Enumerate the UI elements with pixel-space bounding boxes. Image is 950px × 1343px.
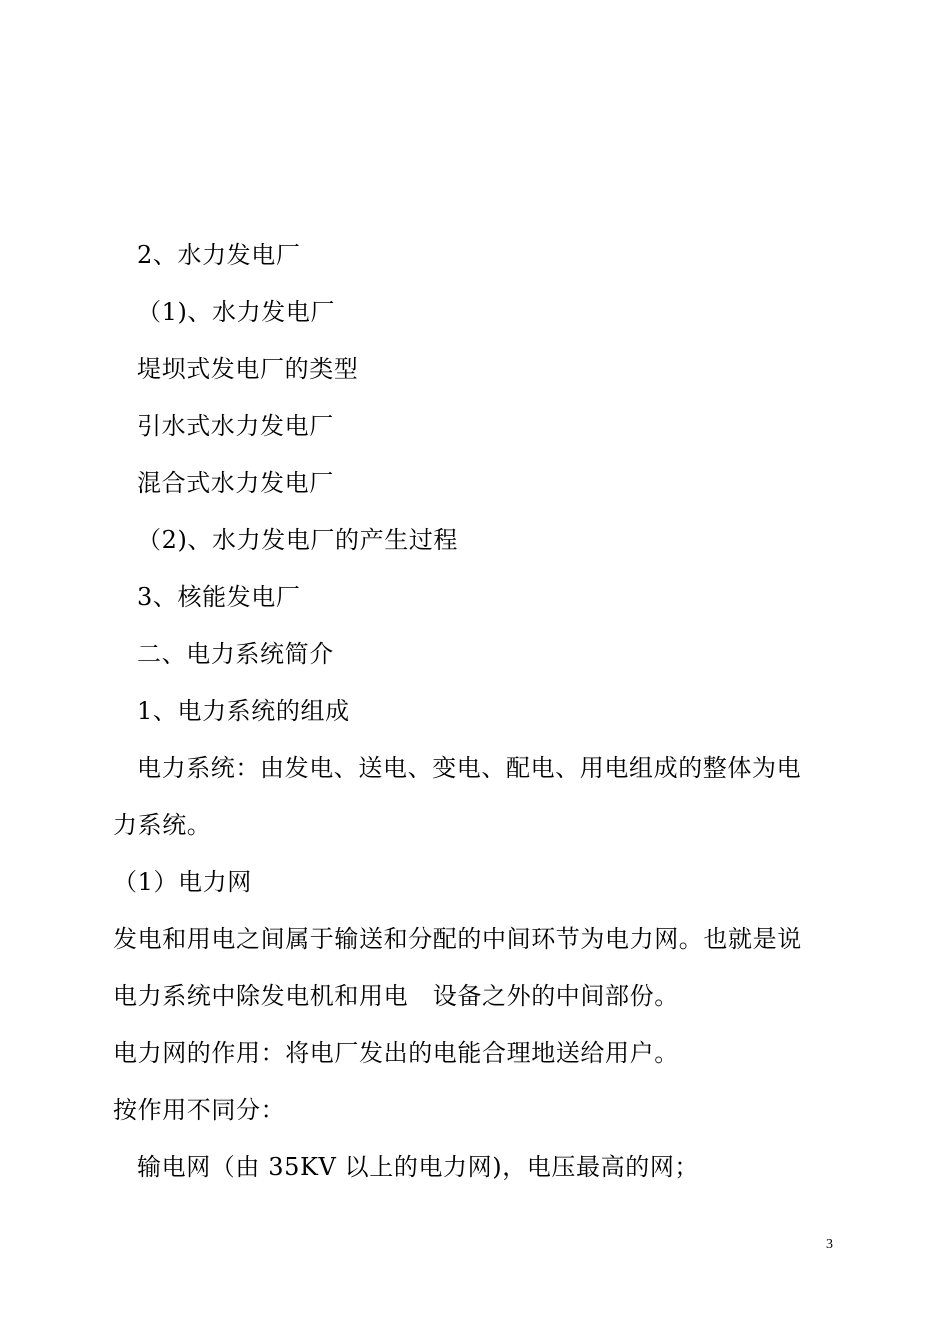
text-diversion-type-plant: 引水式水力发电厂: [137, 412, 334, 440]
text-mixed-type-plant: 混合式水力发电厂: [137, 469, 334, 497]
text-classification-by-role: 按作用不同分：: [113, 1096, 286, 1124]
paragraph-power-system-definition-cont: 力系统。: [113, 811, 212, 839]
paragraph-power-system-definition: 电力系统：由发电、送电、变电、配电、用电组成的整体为电: [137, 754, 802, 782]
paragraph-power-network-definition: 发电和用电之间属于输送和分配的中间环节为电力网。也就是说: [113, 925, 802, 953]
subheading-power-network: （1）电力网: [113, 868, 252, 896]
page-number: 3: [826, 1237, 833, 1252]
subheading-hydro-power-plant: （1)、水力发电厂: [137, 298, 336, 326]
heading-nuclear-power-plant: 3、核能发电厂: [137, 583, 301, 611]
text-transmission-network: 输电网（由 35KV 以上的电力网)，电压最高的网；: [137, 1153, 700, 1181]
paragraph-power-network-role: 电力网的作用：将电厂发出的电能合理地送给用户。: [113, 1039, 679, 1067]
heading-system-composition: 1、电力系统的组成: [137, 697, 350, 725]
text-dam-type-plant: 堤坝式发电厂的类型: [137, 355, 359, 383]
heading-hydro-power-plant: 2、水力发电厂: [137, 241, 301, 269]
subheading-generation-process: （2)、水力发电厂的产生过程: [137, 526, 459, 554]
paragraph-power-network-definition-cont: 电力系统中除发电机和用电 设备之外的中间部份。: [113, 982, 679, 1010]
section-heading-power-system: 二、电力系统简介: [137, 640, 334, 668]
